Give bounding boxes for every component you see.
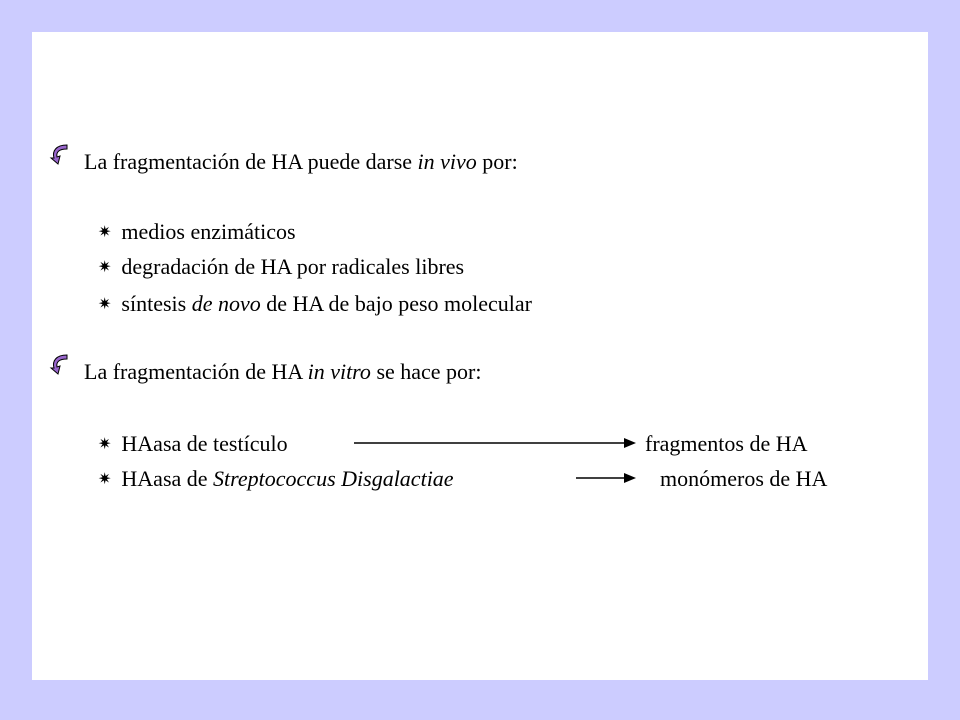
bullet-synthesis: ✷ síntesis de novo de HA de bajo peso molecular bbox=[98, 291, 532, 316]
item-1-text: La fragmentación de HA puede darse in vivo por: bbox=[84, 149, 518, 174]
curved-arrow-icon bbox=[48, 352, 72, 376]
item-2-text: La fragmentación de HA in vitro se hace por: bbox=[84, 359, 482, 384]
bullet-testicle: ✷ HAasa de testículo bbox=[98, 431, 288, 456]
star-bullet-icon: ✷ bbox=[98, 222, 112, 241]
slide bbox=[32, 32, 928, 680]
result-monomers: monómeros de HA bbox=[660, 466, 828, 491]
arrow-connector-1 bbox=[354, 436, 636, 450]
bullet-streptococcus: ✷ HAasa de Streptococcus Disgalactiae bbox=[98, 466, 454, 491]
star-bullet-icon: ✷ bbox=[98, 469, 112, 488]
star-bullet-icon: ✷ bbox=[98, 434, 112, 453]
bullet-enzymatic: ✷ medios enzimáticos bbox=[98, 219, 296, 244]
result-fragments: fragmentos de HA bbox=[645, 431, 808, 456]
curved-arrow-icon bbox=[48, 142, 72, 166]
star-bullet-icon: ✷ bbox=[98, 257, 112, 276]
star-bullet-icon: ✷ bbox=[98, 294, 112, 313]
arrow-connector-2 bbox=[576, 471, 636, 485]
bullet-radicals: ✷ degradación de HA por radicales libres bbox=[98, 254, 465, 279]
